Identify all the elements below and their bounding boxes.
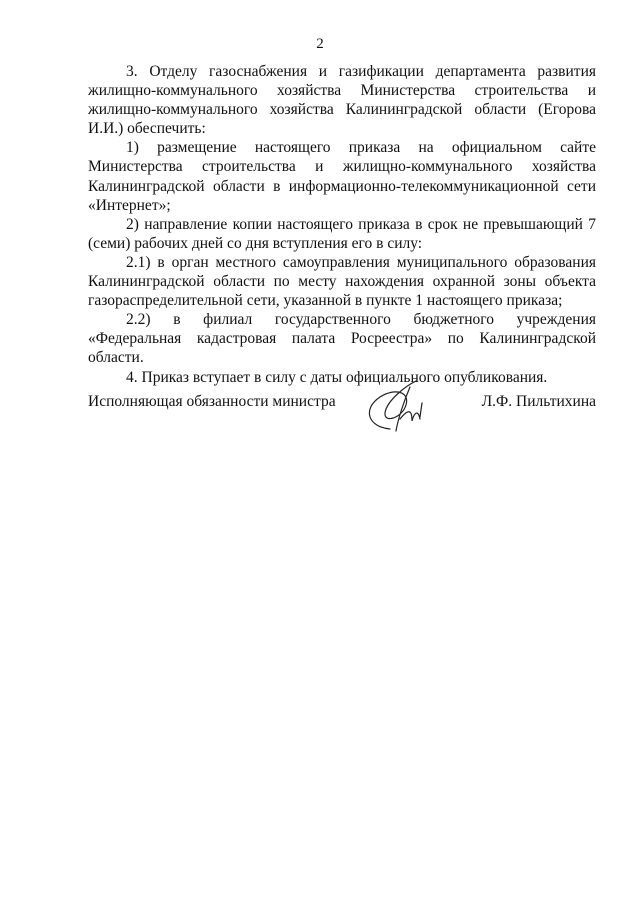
signer-title: Исполняющая обязанности министра — [88, 393, 336, 410]
paragraph-subitem-2: 2) направление копии настоящего приказа в срок не превышающий 7 (семи) рабочих дней со дня вступления его в силу: — [88, 215, 596, 252]
paragraph-subitem-2-1: 2.1) в орган местного самоуправления муниципального образования Калининградской области по месту нахождения охранной зоны объекта газораспределительной сети, указанной в пункте 1 настоящего приказа; — [88, 253, 596, 310]
paragraph-item-3: 3. Отделу газоснабжения и газификации департамента развития жилищно-коммунального хозяйства Министерства строительства и жилищно-коммунального хозяйства Калининградской области (Егорова И.И.) обеспечить: — [88, 63, 596, 138]
page-number: 2 — [316, 36, 324, 52]
handwritten-signature — [360, 379, 440, 437]
signature-block — [88, 385, 596, 445]
signer-name: Л.Ф. Пильтихина — [481, 393, 596, 410]
paragraph-item-4: 4. Приказ вступает в силу с даты официального опубликования. — [126, 368, 548, 386]
document-body — [88, 62, 596, 387]
paragraph-subitem-1: 1) размещение настоящего приказа на официальном сайте Министерства строительства и жилищно-коммунального хозяйства Калининградской области в информационно-телекоммуникационной сети «Интернет»; — [88, 139, 596, 214]
paragraph-subitem-2-2: 2.2) в филиал государственного бюджетного учреждения «Федеральная кадастровая палата Росреестра» по Калининградской области. — [88, 311, 596, 367]
